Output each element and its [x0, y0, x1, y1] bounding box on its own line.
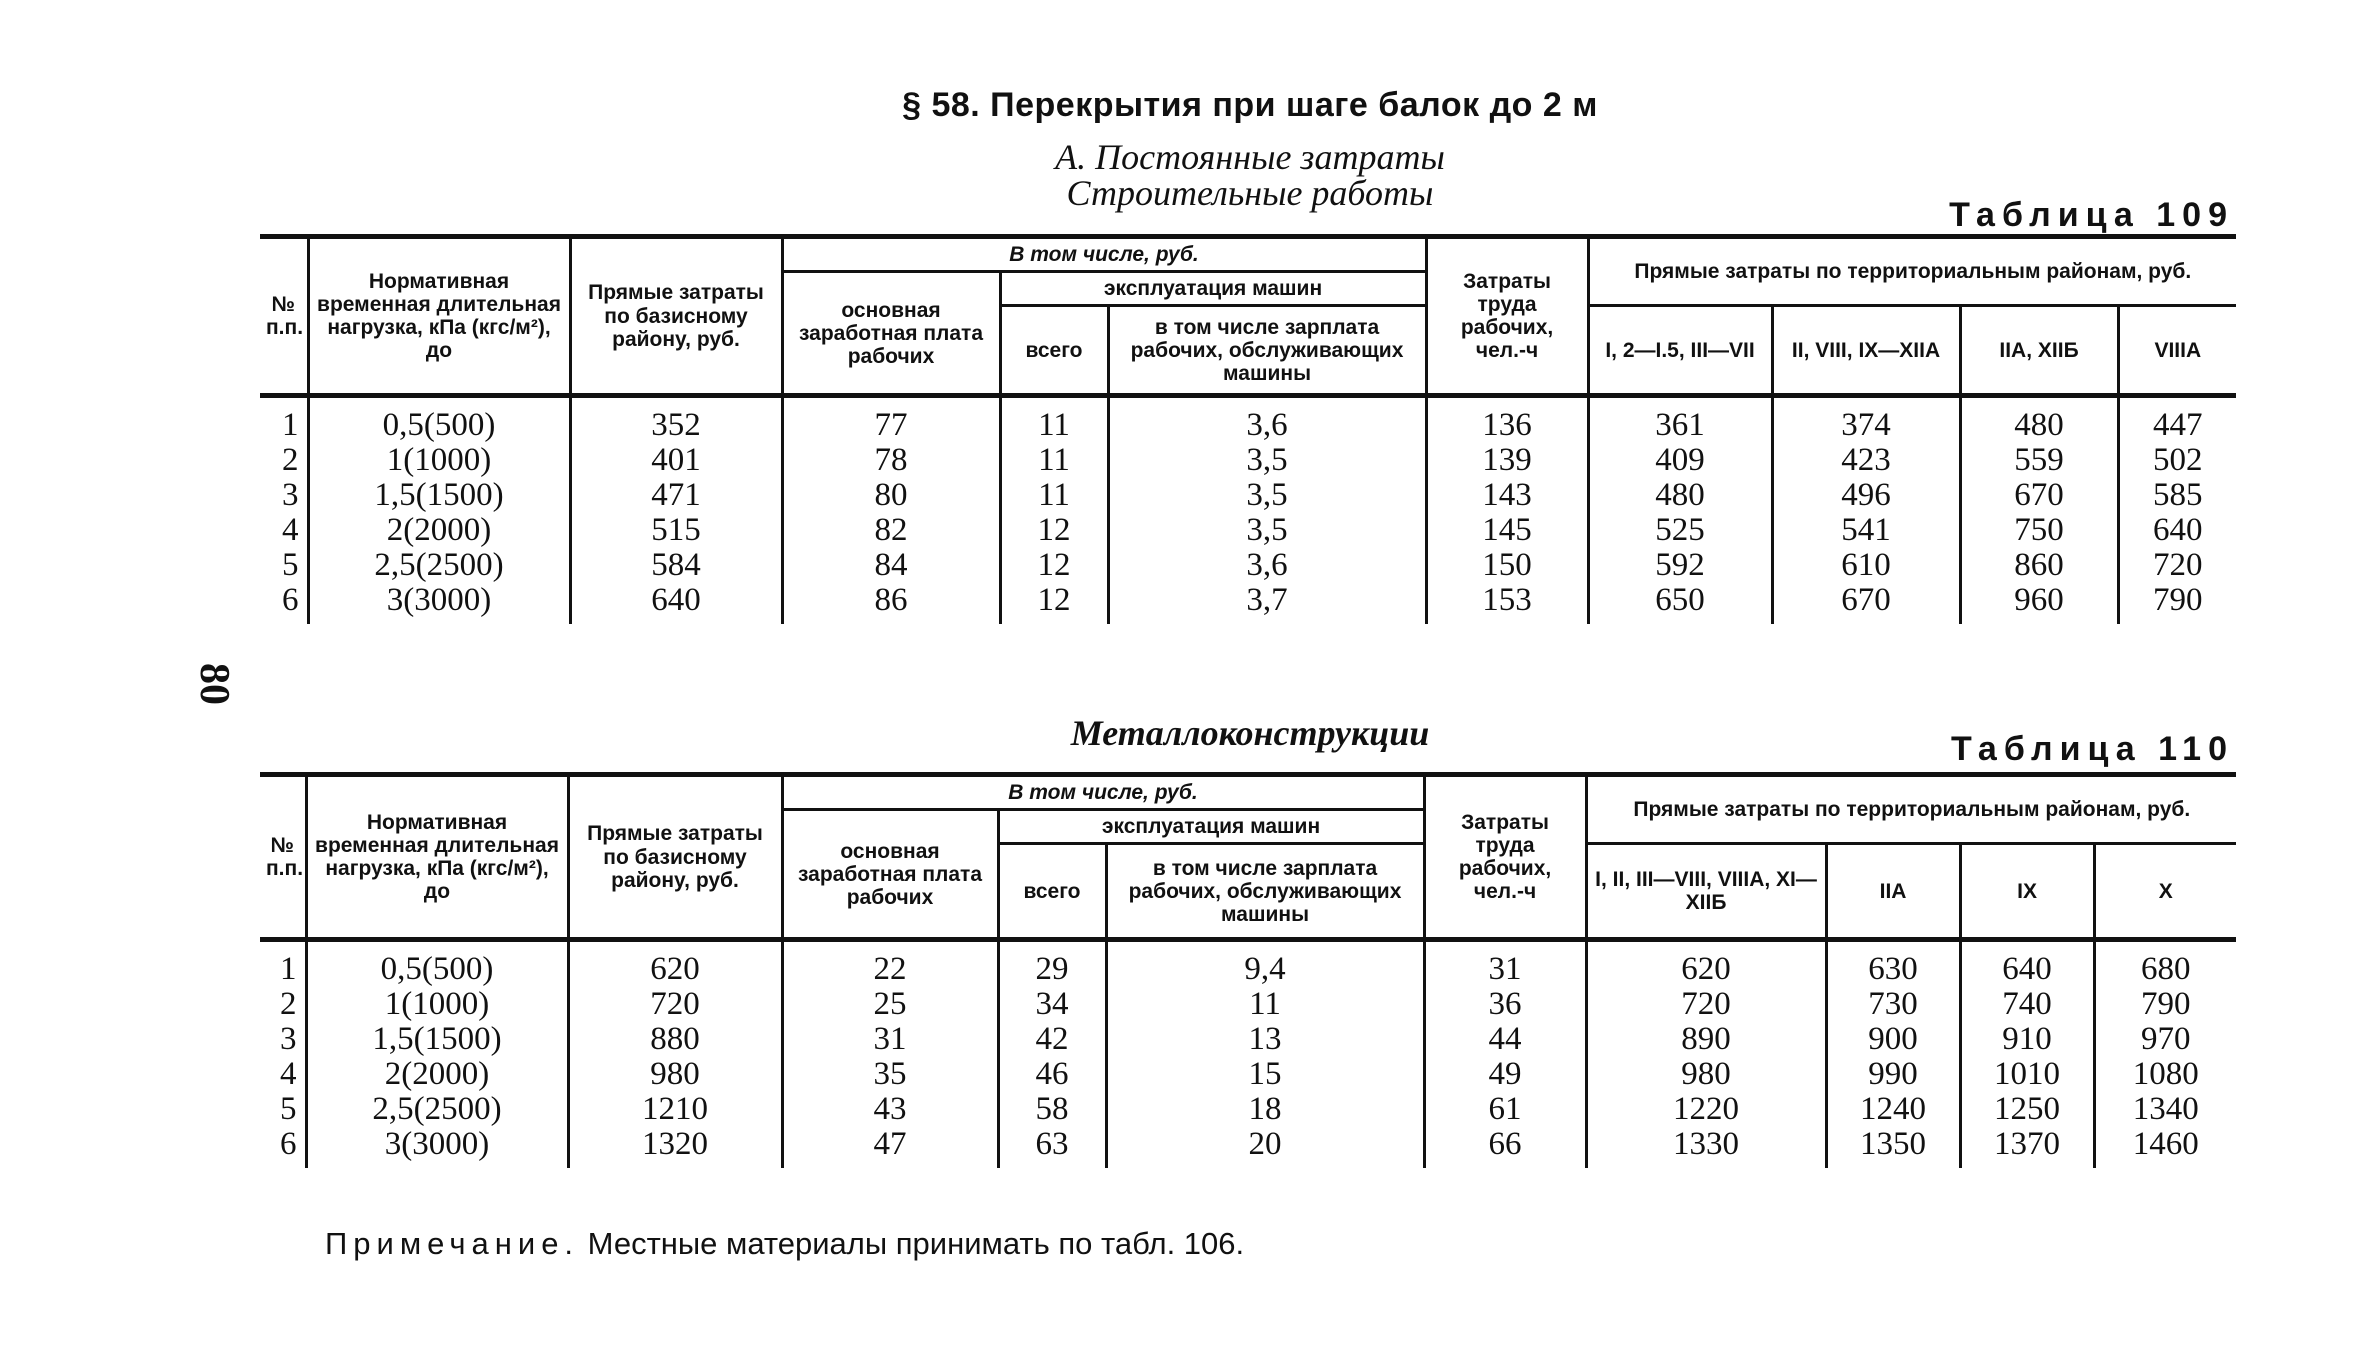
table-cell: 29: [998, 940, 1106, 988]
table-cell: 541: [1772, 513, 1960, 548]
table-cell: 3(3000): [306, 1127, 568, 1168]
table-cell: 47: [782, 1127, 998, 1168]
header-machines-total: всего: [1000, 306, 1108, 396]
table-cell: 990: [1826, 1057, 1960, 1092]
section-title: § 58. Перекрытия при шаге балок до 2 м: [902, 86, 1598, 124]
table-row: [260, 513, 2236, 548]
table-109-body: [260, 396, 2236, 625]
table-cell: 31: [782, 1022, 998, 1057]
table-cell: 139: [1426, 443, 1588, 478]
table-cell: 890: [1586, 1022, 1826, 1057]
table-cell: 471: [570, 478, 782, 513]
table-cell: 860: [1960, 548, 2118, 583]
table-cell: 12: [1000, 513, 1108, 548]
header-region-2: II, VIII, IX—XIIA: [1772, 306, 1960, 396]
table-cell: 150: [1426, 548, 1588, 583]
header-load: Нормативная временная длительная нагрузка, кПа (кгс/м²), до: [306, 775, 568, 940]
subheading-construction-works: Строительные работы: [1066, 173, 1434, 213]
table-cell: 36: [1424, 987, 1586, 1022]
table-109-label: Таблица 109: [1949, 196, 2234, 234]
table-cell: 630: [1826, 940, 1960, 988]
table-cell: 1330: [1586, 1127, 1826, 1168]
table-cell: 12: [1000, 548, 1108, 583]
table-cell: 2,5(2500): [308, 548, 570, 583]
table-cell: 1350: [1826, 1127, 1960, 1168]
table-cell: 2(2000): [306, 1057, 568, 1092]
header-machines-wage: в том числе зарплата рабочих, обслуживающих машины: [1106, 844, 1424, 940]
table-cell: 670: [1772, 583, 1960, 624]
table-cell: 13: [1106, 1022, 1424, 1057]
table-cell: 525: [1588, 513, 1772, 548]
note-lead: Примечание.: [325, 1226, 580, 1261]
table-cell: 361: [1588, 396, 1772, 444]
table-row: [260, 548, 2236, 583]
page-number: 80: [191, 663, 237, 705]
table-cell: 750: [1960, 513, 2118, 548]
table-cell: 1080: [2094, 1057, 2236, 1092]
table-cell: 502: [2118, 443, 2236, 478]
table-cell: 880: [568, 1022, 782, 1057]
table-cell: 44: [1424, 1022, 1586, 1057]
table-cell: 3,6: [1108, 396, 1426, 444]
table-cell: 0,5(500): [308, 396, 570, 444]
table-110-label: Таблица 110: [1950, 730, 2234, 768]
table-cell: 61: [1424, 1092, 1586, 1127]
table-cell: 12: [1000, 583, 1108, 624]
table-cell: 1320: [568, 1127, 782, 1168]
table-cell: 374: [1772, 396, 1960, 444]
table-cell: 409: [1588, 443, 1772, 478]
table-cell: 1,5(1500): [308, 478, 570, 513]
table-cell: 790: [2118, 583, 2236, 624]
table-row: [260, 1127, 2236, 1168]
table-cell: 3,5: [1108, 513, 1426, 548]
table-cell: 1340: [2094, 1092, 2236, 1127]
table-cell: 1(1000): [306, 987, 568, 1022]
table-cell: 31: [1424, 940, 1586, 988]
table-cell: 496: [1772, 478, 1960, 513]
table-cell: 640: [570, 583, 782, 624]
subheading-metal-structures: Металлоконструкции: [1070, 713, 1430, 753]
table-cell: 584: [570, 548, 782, 583]
table-cell: 720: [2118, 548, 2236, 583]
table-cell: 2: [280, 986, 297, 1023]
table-cell: 80: [782, 478, 1000, 513]
table-cell: 9,4: [1106, 940, 1424, 988]
table-cell: 22: [782, 940, 998, 988]
table-cell: 620: [1586, 940, 1826, 988]
table-row: [260, 940, 2236, 988]
table-cell: 650: [1588, 583, 1772, 624]
table-cell: 585: [2118, 478, 2236, 513]
header-labor: Затраты труда рабочих, чел.-ч: [1424, 775, 1586, 940]
table-row: [260, 396, 2236, 444]
table-cell: 352: [570, 396, 782, 444]
table-cell: 720: [1586, 987, 1826, 1022]
table-cell: 1: [282, 407, 299, 444]
table-cell: 3,5: [1108, 443, 1426, 478]
table-cell: 5: [282, 547, 299, 584]
table-cell: 480: [1588, 478, 1772, 513]
table-cell: 82: [782, 513, 1000, 548]
table-cell: 5: [280, 1091, 297, 1128]
table-cell: 1460: [2094, 1127, 2236, 1168]
table-cell: 1240: [1826, 1092, 1960, 1127]
table-cell: 640: [1960, 940, 2094, 988]
header-region-2: IIA: [1826, 844, 1960, 940]
table-cell: 2(2000): [308, 513, 570, 548]
table-cell: 910: [1960, 1022, 2094, 1057]
table-cell: 11: [1106, 987, 1424, 1022]
table-cell: 480: [1960, 396, 2118, 444]
table-cell: 86: [782, 583, 1000, 624]
table-row: [260, 1022, 2236, 1057]
table-cell: 401: [570, 443, 782, 478]
table-cell: 3,7: [1108, 583, 1426, 624]
table-cell: 78: [782, 443, 1000, 478]
table-cell: 559: [1960, 443, 2118, 478]
table-row: [260, 443, 2236, 478]
table-cell: 2: [282, 442, 299, 479]
table-row: [260, 478, 2236, 513]
table-cell: 1250: [1960, 1092, 2094, 1127]
header-number: № п.п.: [260, 237, 308, 396]
table-cell: 4: [280, 1056, 297, 1093]
table-cell: 18: [1106, 1092, 1424, 1127]
table-cell: 3,5: [1108, 478, 1426, 513]
table-cell: 980: [1586, 1057, 1826, 1092]
table-cell: 1010: [1960, 1057, 2094, 1092]
table-cell: 153: [1426, 583, 1588, 624]
table-cell: 680: [2094, 940, 2236, 988]
table-cell: 25: [782, 987, 998, 1022]
table-cell: 960: [1960, 583, 2118, 624]
table-cell: 11: [1000, 396, 1108, 444]
table-cell: 43: [782, 1092, 998, 1127]
note: [325, 1226, 1244, 1262]
table-cell: 592: [1588, 548, 1772, 583]
header-direct-costs: Прямые затраты по базисному району, руб.: [570, 237, 782, 396]
table-cell: 1370: [1960, 1127, 2094, 1168]
table-row: [260, 1092, 2236, 1127]
table-row: [260, 1057, 2236, 1092]
table-cell: 4: [282, 512, 299, 549]
header-including: В том числе, руб.: [782, 237, 1426, 272]
header-direct-costs: Прямые затраты по базисному району, руб.: [568, 775, 782, 940]
header-region-1: I, 2—I.5, III—VII: [1588, 306, 1772, 396]
table-cell: 620: [568, 940, 782, 988]
table-cell: 0,5(500): [306, 940, 568, 988]
table-cell: 3,6: [1108, 548, 1426, 583]
table-cell: 970: [2094, 1022, 2236, 1057]
table-cell: 84: [782, 548, 1000, 583]
table-cell: 143: [1426, 478, 1588, 513]
subheading-fixed-costs: А. Постоянные затраты: [1055, 137, 1445, 177]
header-region-4: X: [2094, 844, 2236, 940]
header-labor: Затраты труда рабочих, чел.-ч: [1426, 237, 1588, 396]
table-cell: 980: [568, 1057, 782, 1092]
header-machines-total: всего: [998, 844, 1106, 940]
table-cell: 77: [782, 396, 1000, 444]
table-cell: 35: [782, 1057, 998, 1092]
header-regions: Прямые затраты по территориальным районам, руб.: [1588, 237, 2236, 306]
table-cell: 730: [1826, 987, 1960, 1022]
header-base-wage: основная заработная плата рабочих: [782, 272, 1000, 396]
table-cell: 423: [1772, 443, 1960, 478]
table-cell: 15: [1106, 1057, 1424, 1092]
header-machines: эксплуатация машин: [998, 810, 1424, 844]
header-including: В том числе, руб.: [782, 775, 1424, 810]
header-region-3: IIA, XIIБ: [1960, 306, 2118, 396]
header-load: Нормативная временная длительная нагрузка, кПа (кгс/м²), до: [308, 237, 570, 396]
table-cell: 11: [1000, 478, 1108, 513]
table-cell: 640: [2118, 513, 2236, 548]
table-cell: 46: [998, 1057, 1106, 1092]
table-110: [260, 772, 2236, 1168]
header-base-wage: основная заработная плата рабочих: [782, 810, 998, 940]
table-cell: 3(3000): [308, 583, 570, 624]
header-machines-wage: в том числе зарплата рабочих, обслуживающих машины: [1108, 306, 1426, 396]
note-text: Местные материалы принимать по табл. 106.: [579, 1226, 1245, 1261]
table-cell: 49: [1424, 1057, 1586, 1092]
table-cell: 6: [282, 582, 299, 619]
table-row: [260, 583, 2236, 624]
table-cell: 42: [998, 1022, 1106, 1057]
table-cell: 1(1000): [308, 443, 570, 478]
table-cell: 447: [2118, 396, 2236, 444]
table-cell: 58: [998, 1092, 1106, 1127]
table-cell: 136: [1426, 396, 1588, 444]
table-109: [260, 234, 2236, 624]
table-cell: 66: [1424, 1127, 1586, 1168]
header-region-4: VIIIA: [2118, 306, 2236, 396]
table-cell: 1: [280, 951, 297, 988]
table-cell: 34: [998, 987, 1106, 1022]
table-cell: 670: [1960, 478, 2118, 513]
table-cell: 11: [1000, 443, 1108, 478]
table-cell: 1210: [568, 1092, 782, 1127]
table-cell: 720: [568, 987, 782, 1022]
header-region-3: IX: [1960, 844, 2094, 940]
table-cell: 740: [1960, 987, 2094, 1022]
table-cell: 2,5(2500): [306, 1092, 568, 1127]
table-row: [260, 987, 2236, 1022]
table-cell: 610: [1772, 548, 1960, 583]
table-cell: 1220: [1586, 1092, 1826, 1127]
table-cell: 790: [2094, 987, 2236, 1022]
table-cell: 515: [570, 513, 782, 548]
table-cell: 3: [280, 1021, 297, 1058]
table-cell: 3: [282, 477, 299, 514]
table-cell: 63: [998, 1127, 1106, 1168]
table-cell: 6: [280, 1126, 297, 1163]
table-cell: 1,5(1500): [306, 1022, 568, 1057]
header-machines: эксплуатация машин: [1000, 272, 1426, 306]
table-cell: 145: [1426, 513, 1588, 548]
table-110-body: [260, 940, 2236, 1169]
table-cell: 20: [1106, 1127, 1424, 1168]
header-regions: Прямые затраты по территориальным районам, руб.: [1586, 775, 2236, 844]
table-cell: 900: [1826, 1022, 1960, 1057]
header-region-1: I, II, III—VIII, VIIIA, XI—XIIБ: [1586, 844, 1826, 940]
header-number: № п.п.: [260, 775, 306, 940]
